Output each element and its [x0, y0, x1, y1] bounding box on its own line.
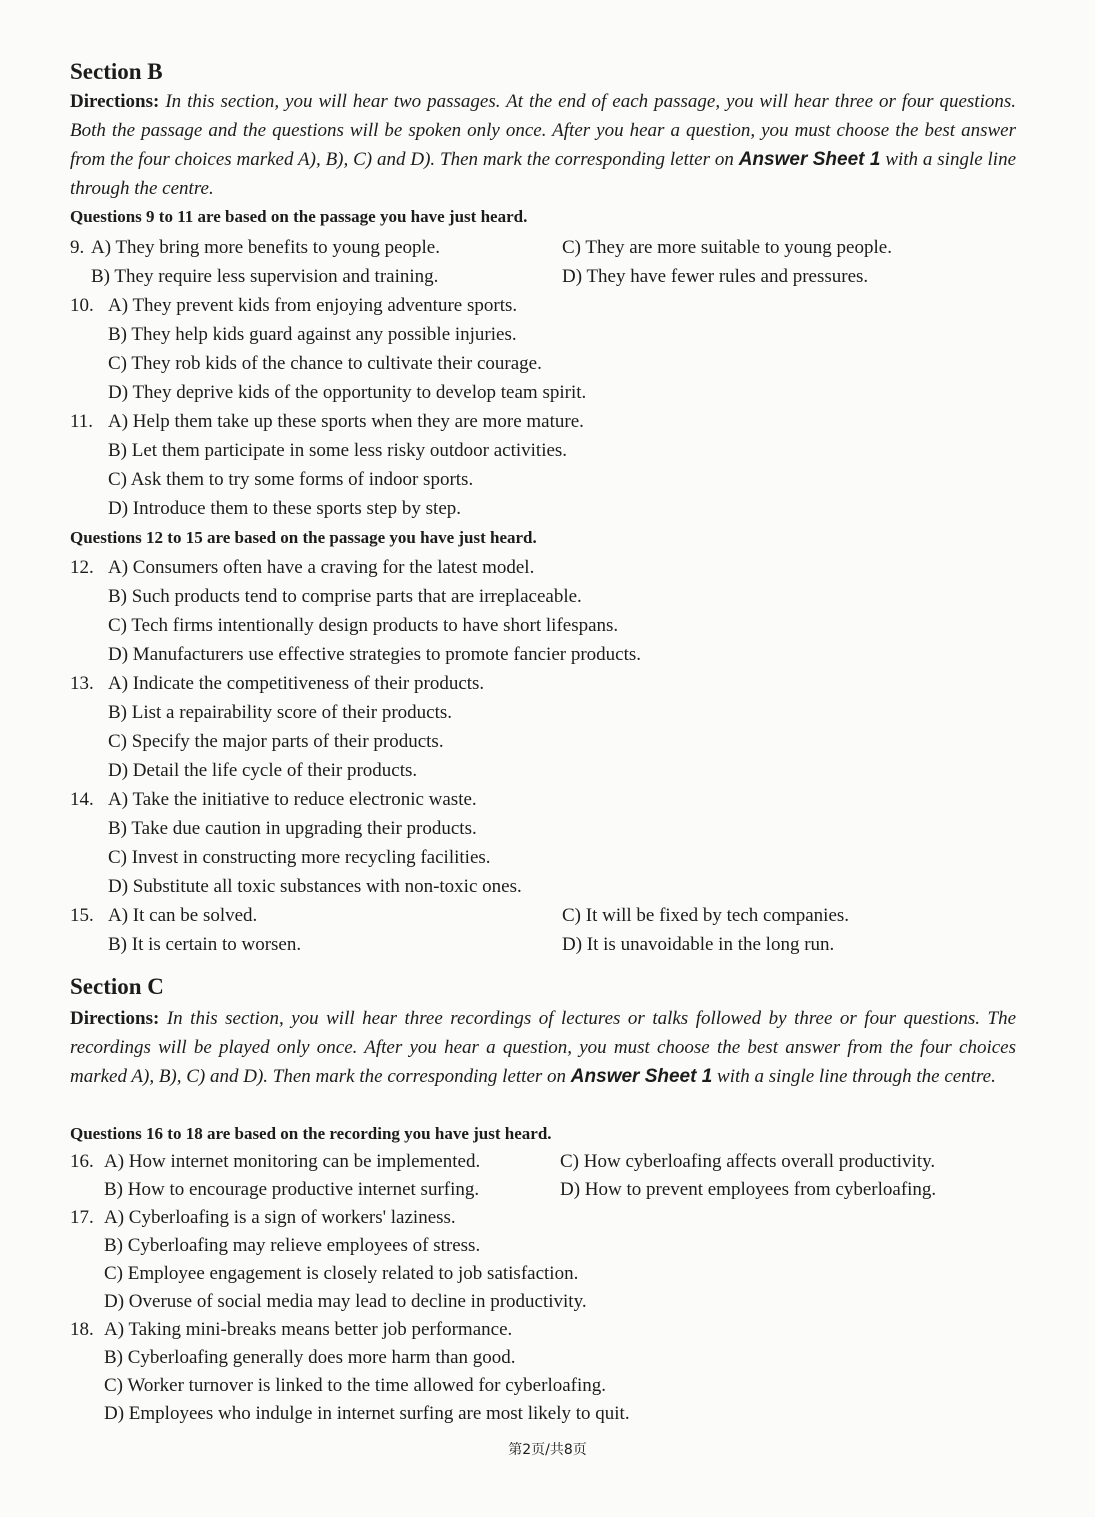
directions-label: Directions:	[70, 91, 160, 112]
option-c: C) It will be fixed by tech companies.	[562, 905, 850, 926]
option-d: D) Detail the life cycle of their products.	[108, 760, 418, 781]
directions-text: In this section, you will hear two passages. At the end of each passage, you will hear three or four questions. Both the passage and the questions will be spoken only once. After you hear a question, you must choose the best answer from the four choices marked A), B), C) and D). Then mark the corresponding letter on	[70, 91, 1017, 170]
option-d: D) They deprive kids of the opportunity to develop team spirit.	[108, 382, 587, 403]
option-c: C) Worker turnover is linked to the time allowed for cyberloafing.	[104, 1375, 607, 1396]
question-number: 17.	[70, 1207, 94, 1228]
option-b: B) Take due caution in upgrading their products.	[108, 818, 477, 839]
question-number: 10.	[70, 295, 94, 316]
answer-sheet-ref: Answer Sheet 1	[570, 1066, 713, 1087]
option-d: D) It is unavoidable in the long run.	[562, 934, 835, 955]
option-a: A) Cyberloafing is a sign of workers' laziness.	[104, 1207, 456, 1228]
section-c-directions	[70, 1004, 1016, 1091]
question-number: 14.	[70, 789, 94, 810]
option-a: A) Help them take up these sports when they are more mature.	[108, 411, 584, 432]
option-d: D) How to prevent employees from cyberloafing.	[560, 1179, 937, 1200]
question-number: 11.	[70, 411, 94, 432]
question-number: 12.	[70, 557, 94, 578]
option-a: A) It can be solved.	[108, 905, 258, 926]
option-d: D) They have fewer rules and pressures.	[562, 266, 869, 287]
option-b: B) They help kids guard against any possible injuries.	[108, 324, 517, 345]
option-a: A) Take the initiative to reduce electronic waste.	[108, 789, 477, 810]
option-d: D) Substitute all toxic substances with non-toxic ones.	[108, 876, 522, 897]
option-c: C) How cyberloafing affects overall productivity.	[560, 1151, 936, 1172]
question-group-header: Questions 9 to 11 are based on the passage you have just heard.	[70, 207, 528, 226]
option-d: D) Introduce them to these sports step by step.	[108, 498, 462, 519]
option-c: C) Employee engagement is closely related to job satisfaction.	[104, 1263, 579, 1284]
question-number: 9.	[70, 237, 85, 258]
section-c-title: Section C	[70, 974, 164, 999]
option-b: B) How to encourage productive internet surfing.	[104, 1179, 480, 1200]
directions-text: In this section, you will hear three recordings of lectures or talks followed by three or four questions. The recordings will be played only once. After you hear a question, you must choose the best answer from the four choices marked A), B), C) and D). Then mark the corresponding letter on	[70, 1008, 1016, 1087]
question-number: 16.	[70, 1151, 94, 1172]
page-footer: 第2页/共8页	[508, 1442, 587, 1458]
option-a: A) Taking mini-breaks means better job performance.	[104, 1319, 513, 1340]
option-d: D) Overuse of social media may lead to decline in productivity.	[104, 1291, 587, 1312]
option-b: B) Cyberloafing generally does more harm than good.	[104, 1347, 516, 1368]
question-number: 15.	[70, 905, 94, 926]
option-a: A) How internet monitoring can be implemented.	[104, 1151, 481, 1172]
option-c: C) Tech firms intentionally design products to have short lifespans.	[108, 615, 619, 636]
section-b-title: Section B	[70, 59, 163, 84]
option-b: B) Cyberloafing may relieve employees of stress.	[104, 1235, 481, 1256]
option-c: C) They are more suitable to young people.	[562, 237, 892, 258]
question-group-header: Questions 12 to 15 are based on the passage you have just heard.	[70, 528, 537, 547]
option-b: B) List a repairability score of their products.	[108, 702, 453, 723]
option-c: C) Invest in constructing more recycling facilities.	[108, 847, 491, 868]
option-a: A) Consumers often have a craving for the latest model.	[108, 557, 535, 578]
question-number: 13.	[70, 673, 94, 694]
option-a: A) They bring more benefits to young people.	[91, 237, 440, 258]
directions-text-end: with a single line through the centre.	[70, 149, 1017, 199]
option-c: C) Specify the major parts of their products.	[108, 731, 444, 752]
option-b: B) It is certain to worsen.	[108, 934, 302, 955]
option-b: B) Such products tend to comprise parts that are irreplaceable.	[108, 586, 582, 607]
option-b: B) They require less supervision and training.	[91, 266, 439, 287]
question-group-header: Questions 16 to 18 are based on the recording you have just heard.	[70, 1124, 552, 1143]
section-b-directions	[70, 87, 1016, 203]
option-a: A) Indicate the competitiveness of their products.	[108, 673, 485, 694]
answer-sheet-ref: Answer Sheet 1	[738, 149, 881, 170]
question-number: 18.	[70, 1319, 94, 1340]
option-d: D) Manufacturers use effective strategies to promote fancier products.	[108, 644, 642, 665]
option-c: C) Ask them to try some forms of indoor sports.	[108, 469, 474, 490]
option-c: C) They rob kids of the chance to cultivate their courage.	[108, 353, 542, 374]
directions-text-end: with a single line through the centre.	[717, 1066, 996, 1087]
directions-label: Directions:	[70, 1008, 160, 1029]
option-a: A) They prevent kids from enjoying adventure sports.	[108, 295, 518, 316]
option-b: B) Let them participate in some less risky outdoor activities.	[108, 440, 568, 461]
option-d: D) Employees who indulge in internet surfing are most likely to quit.	[104, 1403, 630, 1424]
